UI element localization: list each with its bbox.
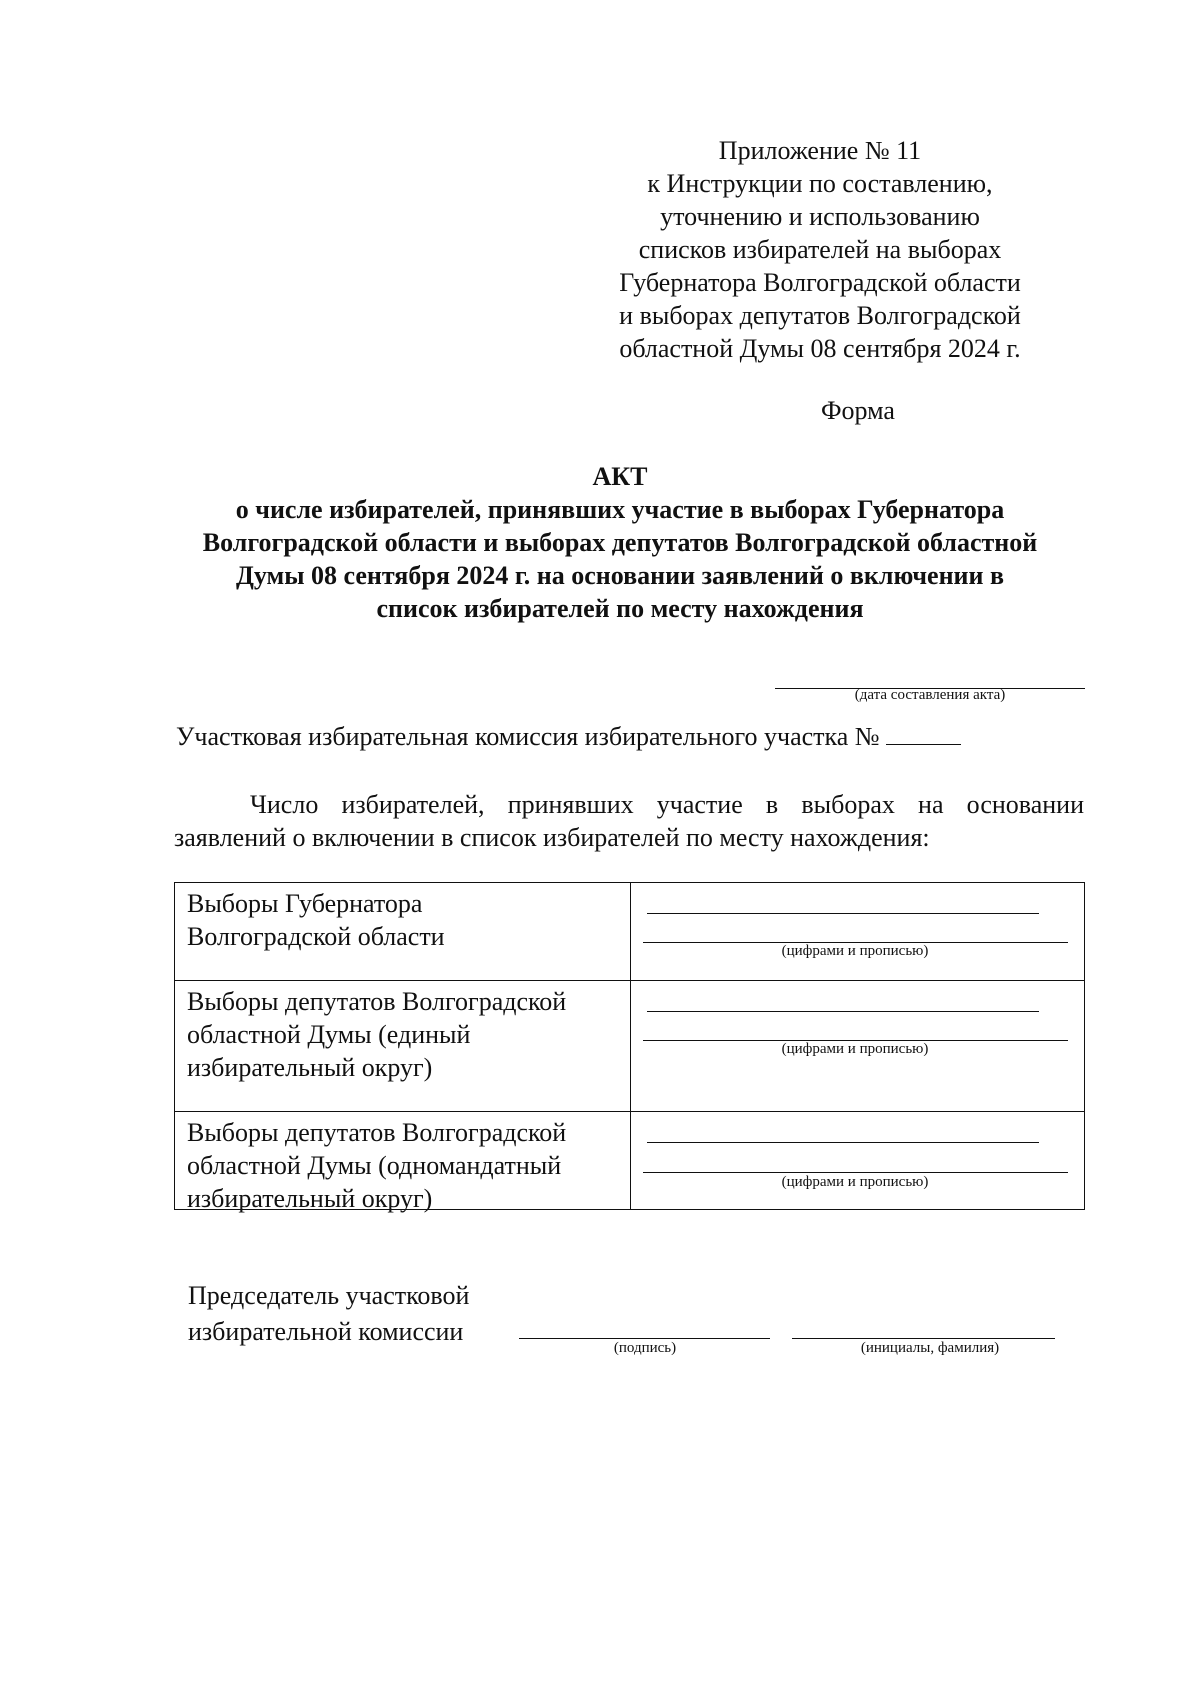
row-label-line: областной Думы (единый: [187, 1020, 471, 1049]
row-label-line: Волгоградской области: [187, 922, 445, 951]
appendix-header: [560, 134, 1080, 365]
act-subtitle-line: список избирателей по месту нахождения: [376, 594, 864, 623]
commission-line: [176, 722, 961, 752]
field-caption: (цифрами и прописью): [781, 1041, 929, 1057]
table-row: [175, 980, 1084, 1111]
row-label-line: Выборы Губернатора: [187, 889, 423, 918]
appendix-line: Приложение № 11: [718, 136, 922, 165]
row-label: [187, 985, 617, 1084]
act-subtitle-line: о числе избирателей, принявших участие в выборах Губернатора: [235, 495, 1005, 524]
appendix-line: к Инструкции по составлению,: [647, 169, 993, 198]
row-label: [187, 1116, 617, 1215]
row-label-line: Выборы депутатов Волгоградской: [187, 1118, 567, 1147]
name-caption: (инициалы, фамилия): [860, 1340, 1000, 1356]
column-divider: [630, 883, 631, 980]
table-row: [175, 883, 1084, 980]
act-subtitle-line: Волгоградской области и выборах депутатов Волгоградской областной: [202, 528, 1038, 557]
name-field-line[interactable]: [792, 1338, 1055, 1339]
row-label: [187, 887, 617, 953]
act-title-block: [160, 460, 1080, 625]
date-caption: (дата составления акта): [854, 687, 1006, 703]
paragraph-line: заявлений о включении в список избирателей по месту нахождения:: [174, 823, 930, 852]
digits-field-line[interactable]: [647, 1142, 1039, 1143]
row-label-line: избирательный округ): [187, 1184, 433, 1213]
voters-paragraph: [174, 788, 1084, 854]
chairman-line: Председатель участковой: [188, 1281, 470, 1310]
signature-caption: (подпись): [613, 1340, 677, 1356]
appendix-line: уточнению и использованию: [660, 202, 980, 231]
act-subtitle-line: Думы 08 сентября 2024 г. на основании заявлений о включении в: [235, 561, 1005, 590]
appendix-line: Губернатора Волгоградской области: [619, 268, 1021, 297]
appendix-line: областной Думы 08 сентября 2024 г.: [619, 334, 1021, 363]
digits-field-line[interactable]: [647, 913, 1039, 914]
column-divider: [630, 981, 631, 1111]
form-label: Форма: [821, 396, 895, 425]
act-title: АКТ: [592, 462, 648, 491]
row-label-line: Выборы депутатов Волгоградской: [187, 987, 567, 1016]
words-field-line[interactable]: [643, 1172, 1068, 1173]
appendix-line: и выборах депутатов Волгоградской: [619, 301, 1021, 330]
paragraph-line: Число избирателей, принявших участие в выборах на основании: [250, 790, 1084, 819]
digits-field-line[interactable]: [647, 1011, 1039, 1012]
signature-field-line[interactable]: [519, 1338, 770, 1339]
column-divider: [630, 1112, 631, 1209]
commission-text: Участковая избирательная комиссия избирательного участка №: [176, 722, 880, 751]
row-label-line: избирательный округ): [187, 1053, 433, 1082]
chairman-label: [188, 1278, 469, 1350]
field-caption: (цифрами и прописью): [781, 1174, 929, 1190]
precinct-number-field[interactable]: [886, 722, 961, 745]
row-label-line: областной Думы (одномандатный: [187, 1151, 562, 1180]
table-row: [175, 1111, 1084, 1213]
appendix-line: списков избирателей на выборах: [638, 235, 1002, 264]
results-table: [174, 882, 1085, 1213]
chairman-line: избирательной комиссии: [188, 1317, 464, 1346]
field-caption: (цифрами и прописью): [781, 943, 929, 959]
